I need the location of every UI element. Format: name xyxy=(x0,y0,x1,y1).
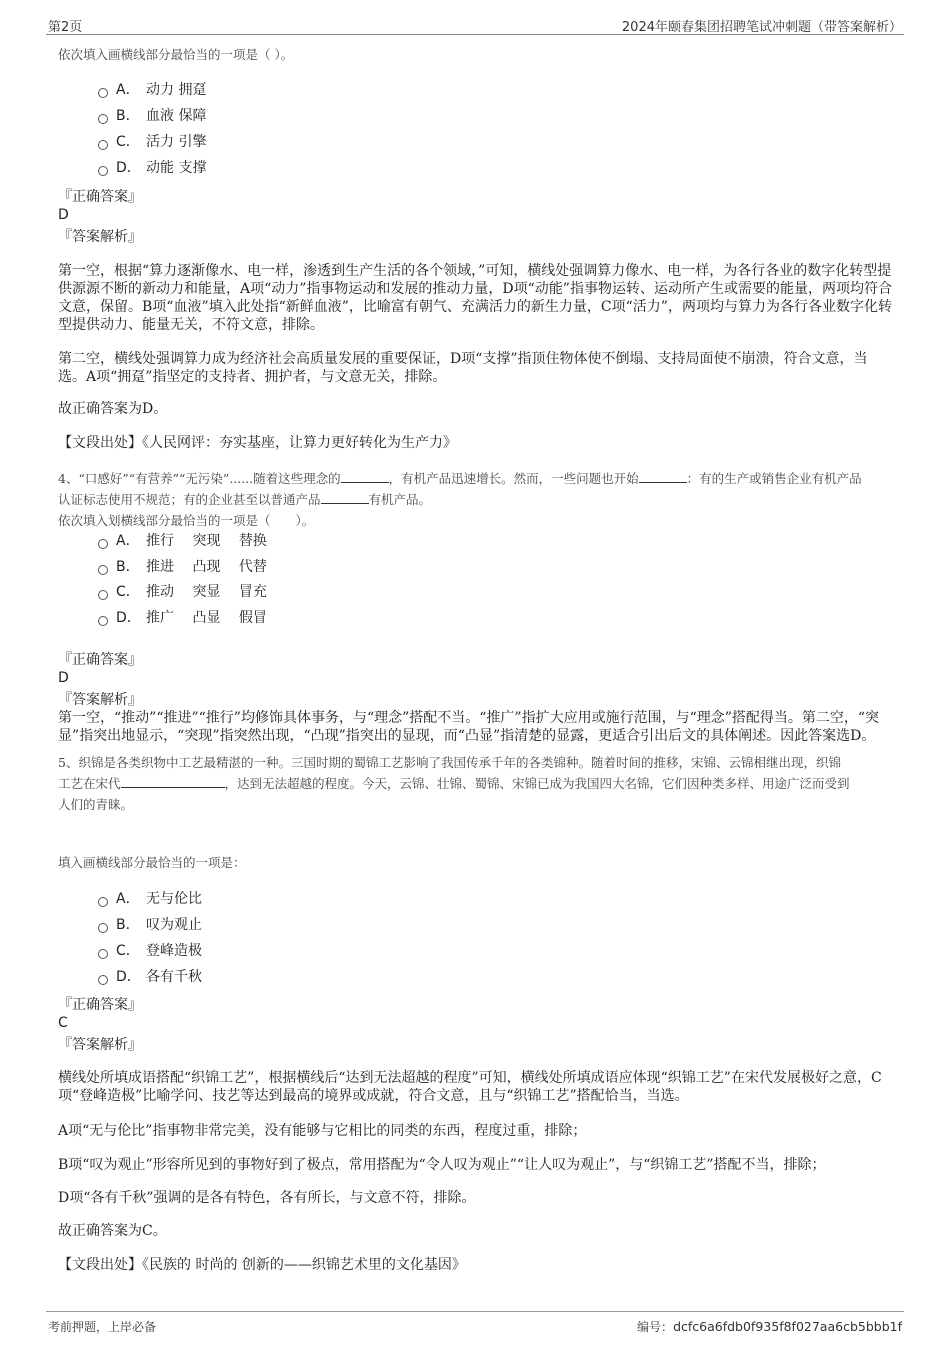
blank-line xyxy=(639,470,687,483)
radio-icon[interactable] xyxy=(98,539,108,549)
q5-source: 【文段出处】《民族的 时尚的 创新的——织锦艺术里的文化基因》 xyxy=(58,1257,466,1273)
q4-stem-line-2: 认证标志使用不规范；有的企业甚至以普通产品 有机产品。 xyxy=(58,492,432,507)
q5-stem-line-3: 人们的青睐。 xyxy=(58,797,134,812)
q3-prompt: 依次填入画横线部分最恰当的一项是（ ）。 xyxy=(58,47,294,62)
radio-icon[interactable] xyxy=(98,166,108,176)
q3-conclusion: 故正确答案为D。 xyxy=(58,401,168,417)
q3-answer-label: 『正确答案』 xyxy=(58,189,142,205)
q3-option-d[interactable]: D． 动能 支撑 xyxy=(98,158,206,178)
q5-analysis-para-2: A项“无与伦比”指事物非常完美，没有能够与它相比的同类的东西，程度过重，排除； xyxy=(58,1123,587,1139)
q5-conclusion: 故正确答案为C。 xyxy=(58,1223,167,1239)
document-code: 编号：dcfc6a6fdb0f935f8f027aa6cb5bbb1f xyxy=(637,1319,902,1334)
footer-slogan: 考前押题，上岸必备 xyxy=(48,1320,157,1334)
q4-stem-line-1: 4、“口感好”“有营养”“无污染”......随着这些理念的 ，有机产品迅速增长。然而，一些问题也开始 ：有的生产或销售企业有机产品 xyxy=(58,471,862,486)
q4-prompt: 依次填入划横线部分最恰当的一项是（ ）。 xyxy=(58,513,315,528)
blank-line xyxy=(121,775,225,788)
q4-answer: D xyxy=(58,670,69,686)
q4-option-c[interactable]: C． 推动 突显 冒充 xyxy=(98,582,267,602)
radio-icon[interactable] xyxy=(98,616,108,626)
q3-analysis-label: 『答案解析』 xyxy=(58,229,142,245)
q5-option-a[interactable]: A． 无与伦比 xyxy=(98,889,202,909)
q3-option-a[interactable]: A． 动力 拥趸 xyxy=(98,80,206,100)
q5-stem xyxy=(58,752,892,815)
radio-icon[interactable] xyxy=(98,140,108,150)
page-number: 第2页 xyxy=(48,20,83,35)
q5-answer-label: 『正确答案』 xyxy=(58,997,142,1013)
radio-icon[interactable] xyxy=(98,949,108,959)
q4-option-b[interactable]: B． 推进 凸现 代替 xyxy=(98,557,267,577)
radio-icon[interactable] xyxy=(98,114,108,124)
q4-analysis-para-1: 第一空，“推动”“推进”“推行”均修饰具体事务，与“理念”搭配不当。“推广”指扩大应用或施行范围，与“理念”搭配得当。第二空，“突显”指突出地显示，“突现”指突然出现，“凸现”指突出的显现，而“凸显”指清楚的显露，更适合引出后文的具体阐述。因此答案选D。 xyxy=(58,710,880,744)
q4-analysis-label: 『答案解析』 xyxy=(58,692,142,708)
q3-analysis-para-2: 第二空，横线处强调算力成为经济社会高质量发展的重要保证，D项“支撑”指顶住物体使不倒塌、支持局面使不崩溃，符合文意，当选。A项“拥趸”指坚定的支持者、拥护者，与文意无关，排除。 xyxy=(58,351,868,385)
q5-option-d[interactable]: D． 各有千秋 xyxy=(98,967,202,987)
q5-analysis-label: 『答案解析』 xyxy=(58,1037,142,1053)
q4-answer-label: 『正确答案』 xyxy=(58,652,142,668)
q3-answer: D xyxy=(58,207,69,223)
q3-option-b[interactable]: B． 血液 保障 xyxy=(98,106,206,126)
q5-analysis-para-4: D项“各有千秋”强调的是各有特色，各有所长，与文意不符，排除。 xyxy=(58,1190,476,1206)
q3-analysis-para-1: 第一空，根据“算力逐渐像水、电一样，渗透到生产生活的各个领域，”可知，横线处强调算力像水、电一样，为各行各业的数字化转型提供源源不断的新动力和能量，A项“动力”指事物运动和发展的推动力量，D项“动能”指事物运转、运动所产生或需要的能量，两项均符合文意，保留。B项“血液”填入此处指“新鲜血液”，比喻富有朝气、充满活力的新生力量，C项“活力”，两项均与算力为各行各业数字化转型提供动力、能量无关，不符文意，排除。 xyxy=(58,263,892,333)
radio-icon[interactable] xyxy=(98,923,108,933)
radio-icon[interactable] xyxy=(98,88,108,98)
q4-option-a[interactable]: A． 推行 突现 替换 xyxy=(98,531,267,551)
q5-prompt: 填入画横线部分最恰当的一项是： xyxy=(58,855,246,870)
q5-answer: C xyxy=(58,1015,68,1031)
q4-option-d[interactable]: D． 推广 凸显 假冒 xyxy=(98,608,267,628)
blank-line xyxy=(321,491,369,504)
q5-option-b[interactable]: B． 叹为观止 xyxy=(98,915,202,935)
q5-option-c[interactable]: C． 登峰造极 xyxy=(98,941,202,961)
q5-analysis-para-1: 横线处所填成语搭配“织锦工艺”，根据横线后“达到无法超越的程度”可知，横线处所填成语应体现“织锦工艺”在宋代发展极好之意，C项“登峰造极”比喻学问、技艺等达到最高的境界或成就，符合文意，且与“织锦工艺”搭配恰当，当选。 xyxy=(58,1070,882,1104)
page-footer xyxy=(46,1311,904,1336)
radio-icon[interactable] xyxy=(98,565,108,575)
blank-line xyxy=(341,470,389,483)
document-title: 2024年颐春集团招聘笔试冲刺题（带答案解析） xyxy=(621,20,902,35)
q3-source: 【文段出处】《人民网评：夯实基座，让算力更好转化为生产力》 xyxy=(58,435,457,451)
radio-icon[interactable] xyxy=(98,897,108,907)
q4-stem xyxy=(58,468,892,531)
q5-stem-line-1: 5、织锦是各类织物中工艺最精湛的一种。三国时期的蜀锦工艺影响了我国传承千年的各类锦种。随着时间的推移，宋锦、云锦相继出现，织锦 xyxy=(58,755,841,770)
q3-option-c[interactable]: C． 活力 引擎 xyxy=(98,132,206,152)
radio-icon[interactable] xyxy=(98,590,108,600)
q5-stem-line-2: 工艺在宋代 ，达到无法超越的程度。今天，云锦、壮锦、蜀锦、宋锦已成为我国四大名锦，它们因种类多样、用途广泛而受到 xyxy=(58,776,850,791)
page-header xyxy=(46,14,904,35)
q5-analysis-para-3: B项“叹为观止”形容所见到的事物好到了极点，常用搭配为“令人叹为观止”“让人叹为观止”，与“织锦工艺”搭配不当，排除； xyxy=(58,1157,826,1173)
radio-icon[interactable] xyxy=(98,975,108,985)
